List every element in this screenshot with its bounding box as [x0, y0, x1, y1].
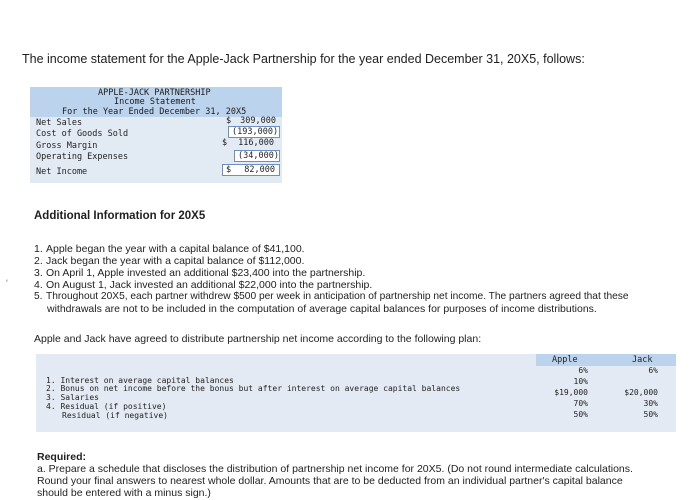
col-head-apple: Apple	[552, 355, 578, 365]
info-item-5-continued: withdrawals are not to be included in the computation of average capital balances for purposes of income distributions.	[47, 303, 597, 315]
apple-salary: $19,000	[554, 388, 588, 397]
row-label-cogs: Cost of Goods Sold	[36, 129, 129, 139]
row-label-operating-expenses: Operating Expenses	[36, 152, 129, 162]
required-instruction-c: should be entered with a minus sign.)	[37, 487, 211, 499]
currency-gross-margin: $	[222, 138, 228, 148]
apple-interest: 6%	[578, 366, 588, 375]
statement-period: For the Year Ended December 31, 20X5	[62, 107, 247, 117]
row-label-net-income: Net Income	[36, 167, 88, 177]
income-statement-body	[30, 117, 282, 183]
value-net-income	[222, 164, 280, 176]
info-item-3: 3. On April 1, Apple invested an additional $23,400 into the partnership.	[34, 267, 366, 279]
info-item-4: 4. On August 1, Jack invested an additional $22,000 into the partnership.	[34, 279, 373, 291]
required-instruction-b: Round your final answers to nearest whole dollar. Amounts that are to be deducted from an individual partner's capital balance	[37, 475, 623, 487]
plan-row-label-5: Residual (if negative)	[62, 411, 168, 420]
row-label-net-sales: Net Sales	[36, 118, 83, 128]
apple-residual-negative: 50%	[573, 410, 588, 419]
required-instruction-a: a. Prepare a schedule that discloses the distribution of partnership net income for 20X5. (Do not round intermediate calculations.	[37, 463, 633, 475]
margin-mark: ‘	[6, 278, 8, 288]
row-label-gross-margin: Gross Margin	[36, 141, 98, 151]
jack-salary: $20,000	[624, 388, 658, 397]
apple-bonus: 10%	[573, 377, 588, 386]
plan-row-label-4: 4. Residual (if positive)	[46, 402, 167, 411]
value-net-sales: 309,000	[240, 116, 276, 126]
plan-row-label-1: 1. Interest on average capital balances	[46, 376, 234, 385]
value-operating-expenses: (34,000)	[234, 150, 280, 162]
plan-row-label-2: 2. Bonus on net income before the bonus but after interest on average capital balances	[46, 384, 461, 393]
required-heading: Required:	[37, 451, 87, 463]
additional-info-heading: Additional Information for 20X5	[34, 210, 206, 222]
net-income-amount: 82,000	[244, 165, 275, 175]
jack-interest: 6%	[648, 366, 658, 375]
info-item-1: 1. Apple began the year with a capital balance of $41,100.	[34, 243, 305, 255]
currency-net-sales: $	[226, 116, 232, 126]
apple-residual-positive: 70%	[573, 399, 588, 408]
col-head-jack: Jack	[632, 355, 653, 365]
value-gross-margin: 116,000	[238, 138, 274, 148]
currency-net-income: $	[226, 165, 232, 175]
info-item-5: 5. Throughout 20X5, each partner withdrew $500 per week in anticipation of partnership net income. The partners agreed that these	[34, 291, 629, 302]
income-statement	[30, 87, 282, 183]
intro-text: The income statement for the Apple-Jack Partnership for the year ended December 31, 20X5, follows:	[22, 52, 585, 66]
plan-row-label-3: 3. Salaries	[46, 393, 99, 402]
jack-residual-positive: 30%	[643, 399, 658, 408]
income-statement-header	[30, 87, 282, 117]
jack-residual-negative: 50%	[643, 410, 658, 419]
company-name: APPLE-JACK PARTNERSHIP	[98, 88, 211, 98]
distribution-plan-table	[36, 354, 676, 432]
plan-intro: Apple and Jack have agreed to distribute partnership net income according to the following plan:	[34, 333, 482, 345]
statement-title: Income Statement	[114, 97, 196, 107]
plan-table-header	[536, 354, 676, 366]
info-item-2: 2. Jack began the year with a capital balance of $112,000.	[34, 255, 305, 267]
value-cogs: (193,000)	[228, 126, 280, 138]
